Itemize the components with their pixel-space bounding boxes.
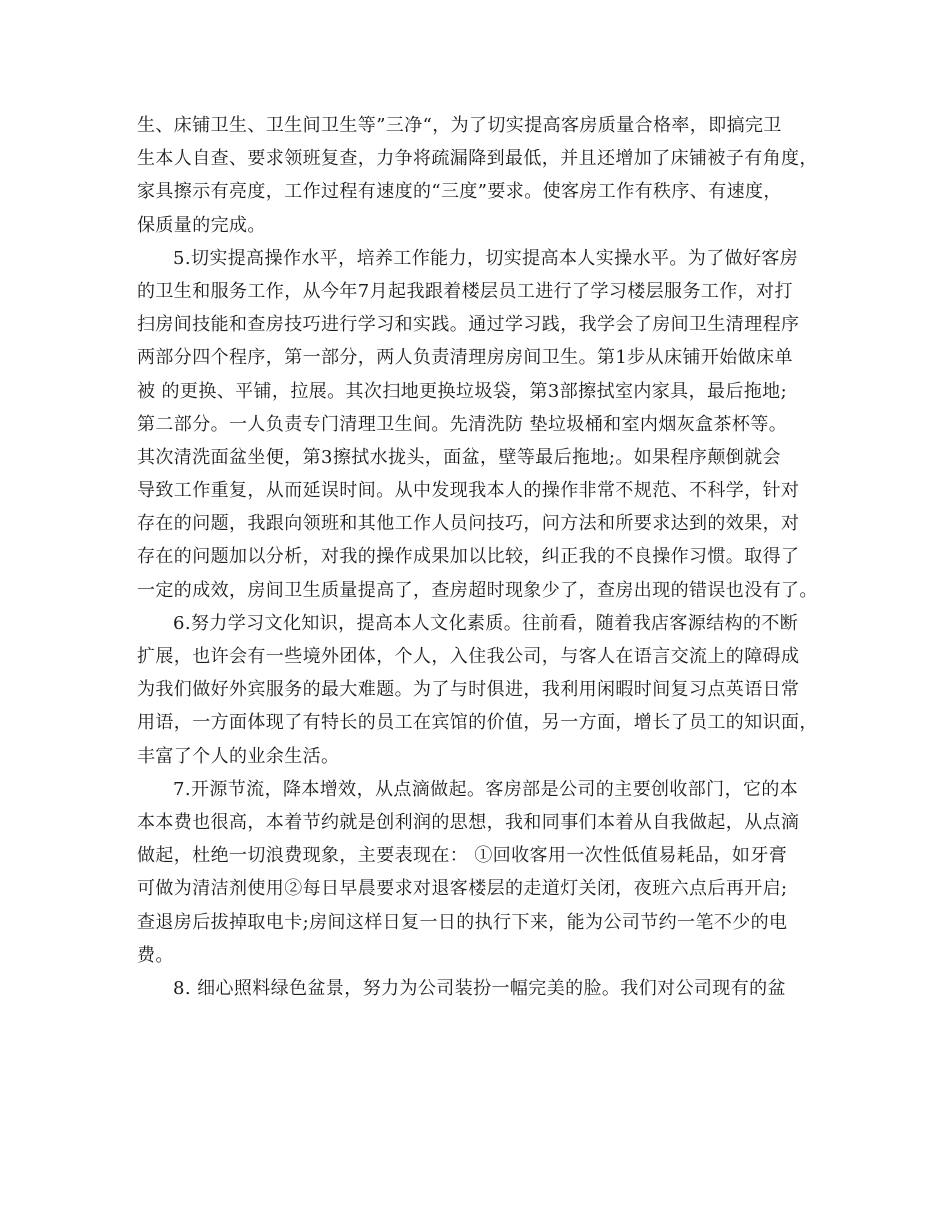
text-line: 一定的成效，房间卫生质量提高了，查房超时现象少了，查房出现的错误也没有了。 <box>137 579 818 601</box>
text-line: 查退房后拔掉取电卡;房间这样日复一日的执行下来，能为公司节约一笔不少的电 <box>137 911 788 933</box>
paragraph-start-line: 5.切实提高操作水平，培养工作能力，切实提高本人实操水平。为了做好客房 <box>173 247 799 269</box>
paragraph-start-line: 7.开源节流，降本增效，从点滴做起。客房部是公司的主要创收部门，它的本 <box>173 778 799 800</box>
text-line: 两部分四个程序，第一部分，两人负责清理房房间卫生。第1步从床铺开始做床单 <box>137 347 793 369</box>
text-line: 存在的问题加以分析，对我的操作成果加以比较，纠正我的不良操作习惯。取得了 <box>137 546 800 568</box>
text-line: 被 的更换、平铺，拉展。其次扫地更换垃圾袋，第3部擦拭室内家具，最后拖地; <box>137 380 788 402</box>
text-line: 保质量的完成。 <box>137 214 266 236</box>
paragraph-start-line: 8. 细心照料绿色盆景，努力为公司装扮一幅完美的脸。我们对公司现有的盆 <box>173 977 786 999</box>
text-line: 用语，一方面体现了有特长的员工在宾馆的价值，另一方面，增长了员工的知识面， <box>137 712 818 734</box>
text-line: 为我们做好外宾服务的最大难题。为了与时俱进，我利用闲暇时间复习点英语日常 <box>137 679 800 701</box>
text-line: 其次清洗面盆坐便，第3擦拭水拢头，面盆，壁等最后拖地;。如果程序颠倒就会 <box>137 446 781 468</box>
text-line: 可做为清洁剂使用②每日早晨要求对退客楼层的走道灯关闭，夜班六点后再开启; <box>137 878 788 900</box>
text-line: 费。 <box>137 944 174 966</box>
body-text <box>137 109 830 1005</box>
text-line: 导致工作重复，从而延误时间。从中发现我本人的操作非常不规范、不科学，针对 <box>137 480 800 502</box>
text-line: 扫房间技能和查房技巧进行学习和实践。通过学习践，我学会了房间卫生清理程序 <box>137 314 800 336</box>
paragraph-start-line: 6.努力学习文化知识，提高本人文化素质。往前看，随着我店客源结构的不断 <box>173 612 799 634</box>
text-line: 存在的问题，我跟向领班和其他工作人员问技巧，问方法和所要求达到的效果，对 <box>137 513 800 535</box>
text-line: 做起，杜绝一切浪费现象，主要表现在： ①回收客用一次性低值易耗品，如牙膏 <box>137 845 788 867</box>
text-line: 生、床铺卫生、卫生间卫生等”三净“，为了切实提高客房质量合格率，即搞完卫 <box>137 115 782 136</box>
text-line: 丰富了个人的业余生活。 <box>137 745 340 767</box>
text-line: 生本人自查、要求领班复查，力争将疏漏降到最低，并且还增加了床铺被子有角度， <box>137 148 818 170</box>
text-line: 第二部分。一人负责专门清理卫生间。先清洗防 垫垃圾桶和室内烟灰盒茶杯等。 <box>137 413 788 435</box>
text-line: 扩展，也许会有一些境外团体，个人，入住我公司，与客人在语言交流上的障碍成 <box>137 646 800 667</box>
text-line: 本本费也很高，本着节约就是创利润的思想，我和同事们本着从自我做起，从点滴 <box>137 811 800 833</box>
text-line: 的卫生和服务工作，从今年7月起我跟着楼层员工进行了学习楼层服务工作，对打 <box>137 280 793 302</box>
text-line: 家具擦示有亮度，工作过程有速度的“三度”要求。使客房工作有秩序、有速度， <box>137 181 782 203</box>
